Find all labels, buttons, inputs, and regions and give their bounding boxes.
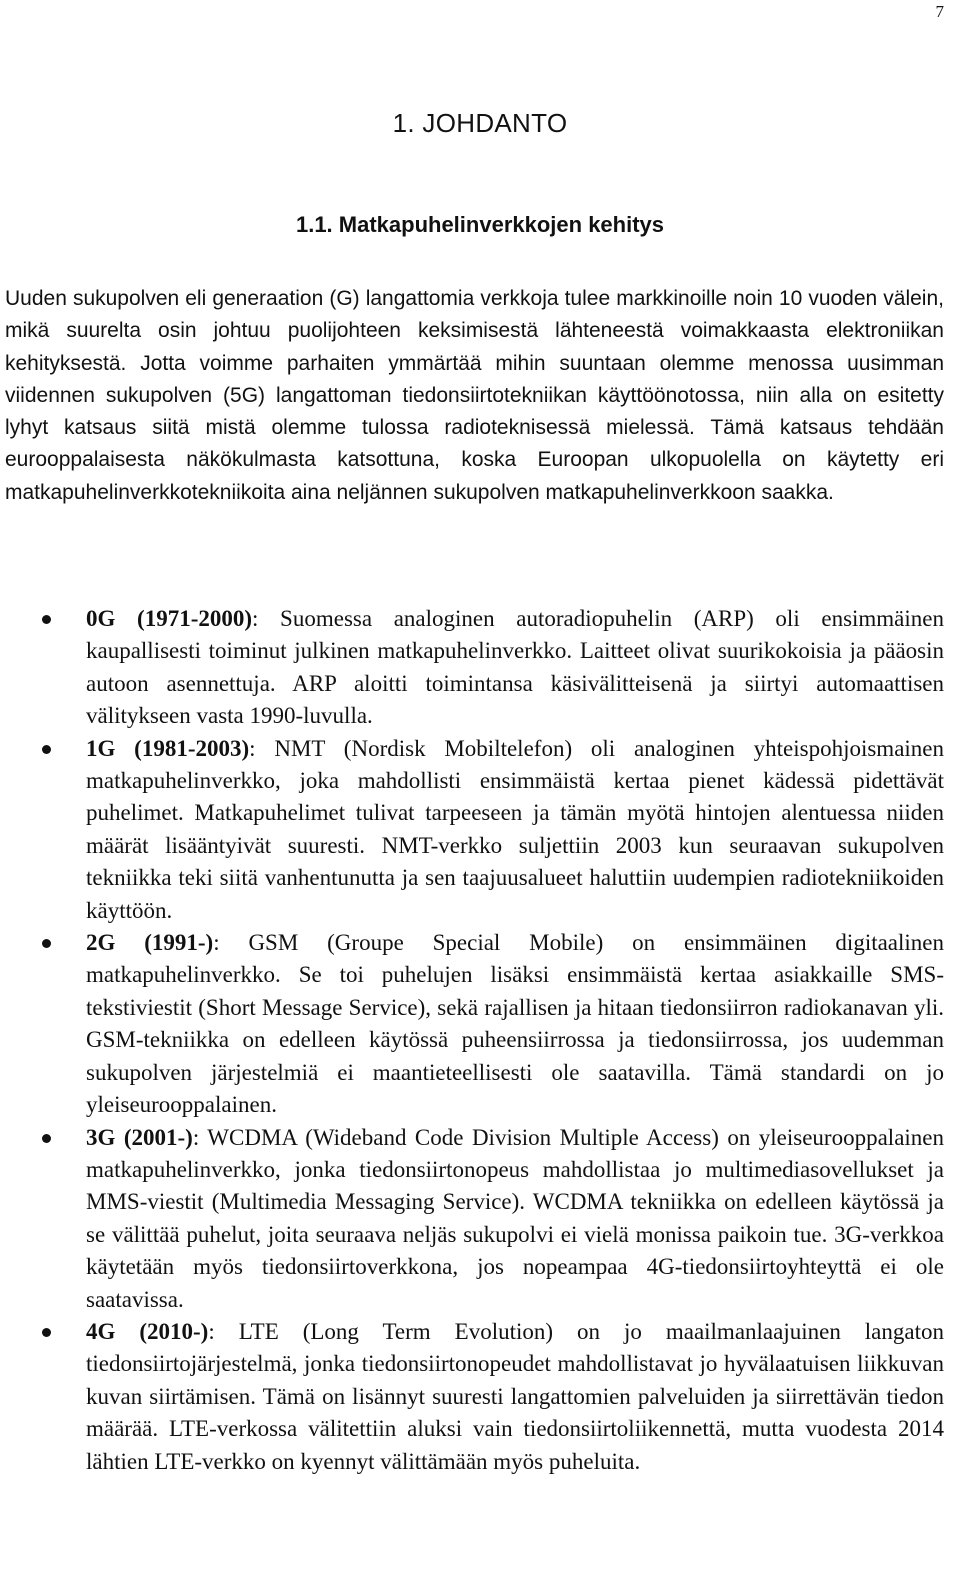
- list-item-2g: [0, 927, 944, 1121]
- bullet-icon: [42, 1328, 51, 1337]
- generation-text: : GSM (Groupe Special Mobile) on ensimmäinen digitaalinen matkapuhelinverkko. Se toi puhelujen lisäksi ensimmäistä kertaa asiakkaille SMS-tekstiviestit (Short Message Service), sekä rajallisen ja hitaan tiedonsiirron radiokanavan yli. GSM-tekniikka on edelleen käytössä puheensiirrossa ja tiedonsiirrossa, jos uudemman sukupolven järjestelmiä ei maantieteellisesti ole saatavilla. Tämä standardi on jo yleiseurooppalainen.: [86, 930, 944, 1118]
- generation-text: : Suomessa analoginen autoradiopuhelin (ARP) oli ensimmäinen kaupallisesti toiminut julkinen matkapuhelinverkko. Laitteet olivat suurikokoisia ja pääosin autoon asennettuja. ARP aloitti toimintansa käsivälitteisenä ja siirtyi automaattisen välitykseen vasta 1990-luvulla.: [86, 606, 944, 729]
- generation-term: 2G (1991-): [86, 930, 214, 956]
- list-item-0g: [0, 603, 944, 733]
- generation-list: [0, 603, 944, 1478]
- intro-paragraph: Uuden sukupolven eli generaation (G) langattomia verkkoja tulee markkinoille noin 10 vuoden välein, mikä suurelta osin johtuu puolijohteen keksimisestä lähteneestä voimakkaasta elektroniikan kehityksestä. Jotta voimme parhaiten ymmärtää mihin suuntaan olemme menossa uusimman viidennen sukupolven (5G) langattoman tiedonsiirtotekniikan käyttöönotossa, niin alla on esitetty lyhyt katsaus siitä mistä olemme tulossa radioteknisessä mielessä. Tämä katsaus tehdään eurooppalaisesta näkökulmasta katsottuna, koska Euroopan ulkopuolella on käytetty eri matkapuhelinverkkotekniikoita aina neljännen sukupolven matkapuhelinverkkoon saakka.: [5, 287, 944, 504]
- bullet-icon: [42, 1134, 51, 1143]
- list-item-1g: [0, 733, 944, 927]
- generation-text: : NMT (Nordisk Mobiltelefon) oli analoginen yhteispohjoismainen matkapuhelinverkko, joka mahdollisti ensimmäistä kertaa pienet kädessä pidettävät puhelimet. Matkapuhelimet tulivat tarpeeseen ja tämän myötä hintojen alentuessa niiden määrät lisääntyivät suuresti. NMT-verkko suljettiin 2003 kun seuraavan sukupolven tekniikka teki siitä vanhentunutta ja sen taajuusalueet haluttiin uudempien radiotekniikoiden käyttöön.: [86, 735, 944, 923]
- section-heading: 1.1. Matkapuhelinverkkojen kehitys: [295, 212, 665, 237]
- generation-term: 3G (2001-): [86, 1124, 193, 1150]
- generation-term: 0G (1971-2000): [86, 606, 253, 631]
- bullet-icon: [42, 939, 51, 948]
- generation-term: 4G (2010-): [86, 1318, 209, 1344]
- generation-term: 1G (1981-2003): [86, 735, 250, 761]
- generation-text: : WCDMA (Wideband Code Division Multiple Access) on yleiseurooppalainen matkapuhelinverkko, jonka tiedonsiirtonopeus mahdollistaa jo multimediasovellukset ja MMS-viestit (Multimedia Messaging Service). WCDMA tekniikka on edelleen käytössä ja se välittää puhelut, joita seuraava neljäs sukupolvi ei vielä monissa paikoin tue. 3G-verkkoa käytetään myös tiedonsiirtoverkkona, jos nopeampaa 4G-tiedonsiirtoyhteyttä ei ole saatavissa.: [86, 1124, 944, 1312]
- list-item-4g: [0, 1316, 944, 1478]
- list-item-3g: [0, 1122, 944, 1316]
- page-number: 7: [935, 2, 944, 21]
- chapter-heading: 1. JOHDANTO: [392, 108, 568, 138]
- bullet-icon: [42, 615, 51, 624]
- bullet-icon: [42, 745, 51, 754]
- generation-text: : LTE (Long Term Evolution) on jo maailmanlaajuinen langaton tiedonsiirtojärjestelmä, jonka tiedonsiirtonopeudet mahdollistavat jo hyvälaatuisen liikkuvan kuvan siirtämisen. Tämä on lisännyt suuresti langattomien palveluiden ja siirrettävän tiedon määrää. LTE-verkossa välitettiin aluksi vain tiedonsiirtoliikennettä, mutta vuodesta 2014 lähtien LTE-verkko on kyennyt välittämään myös puheluita.: [86, 1318, 944, 1474]
